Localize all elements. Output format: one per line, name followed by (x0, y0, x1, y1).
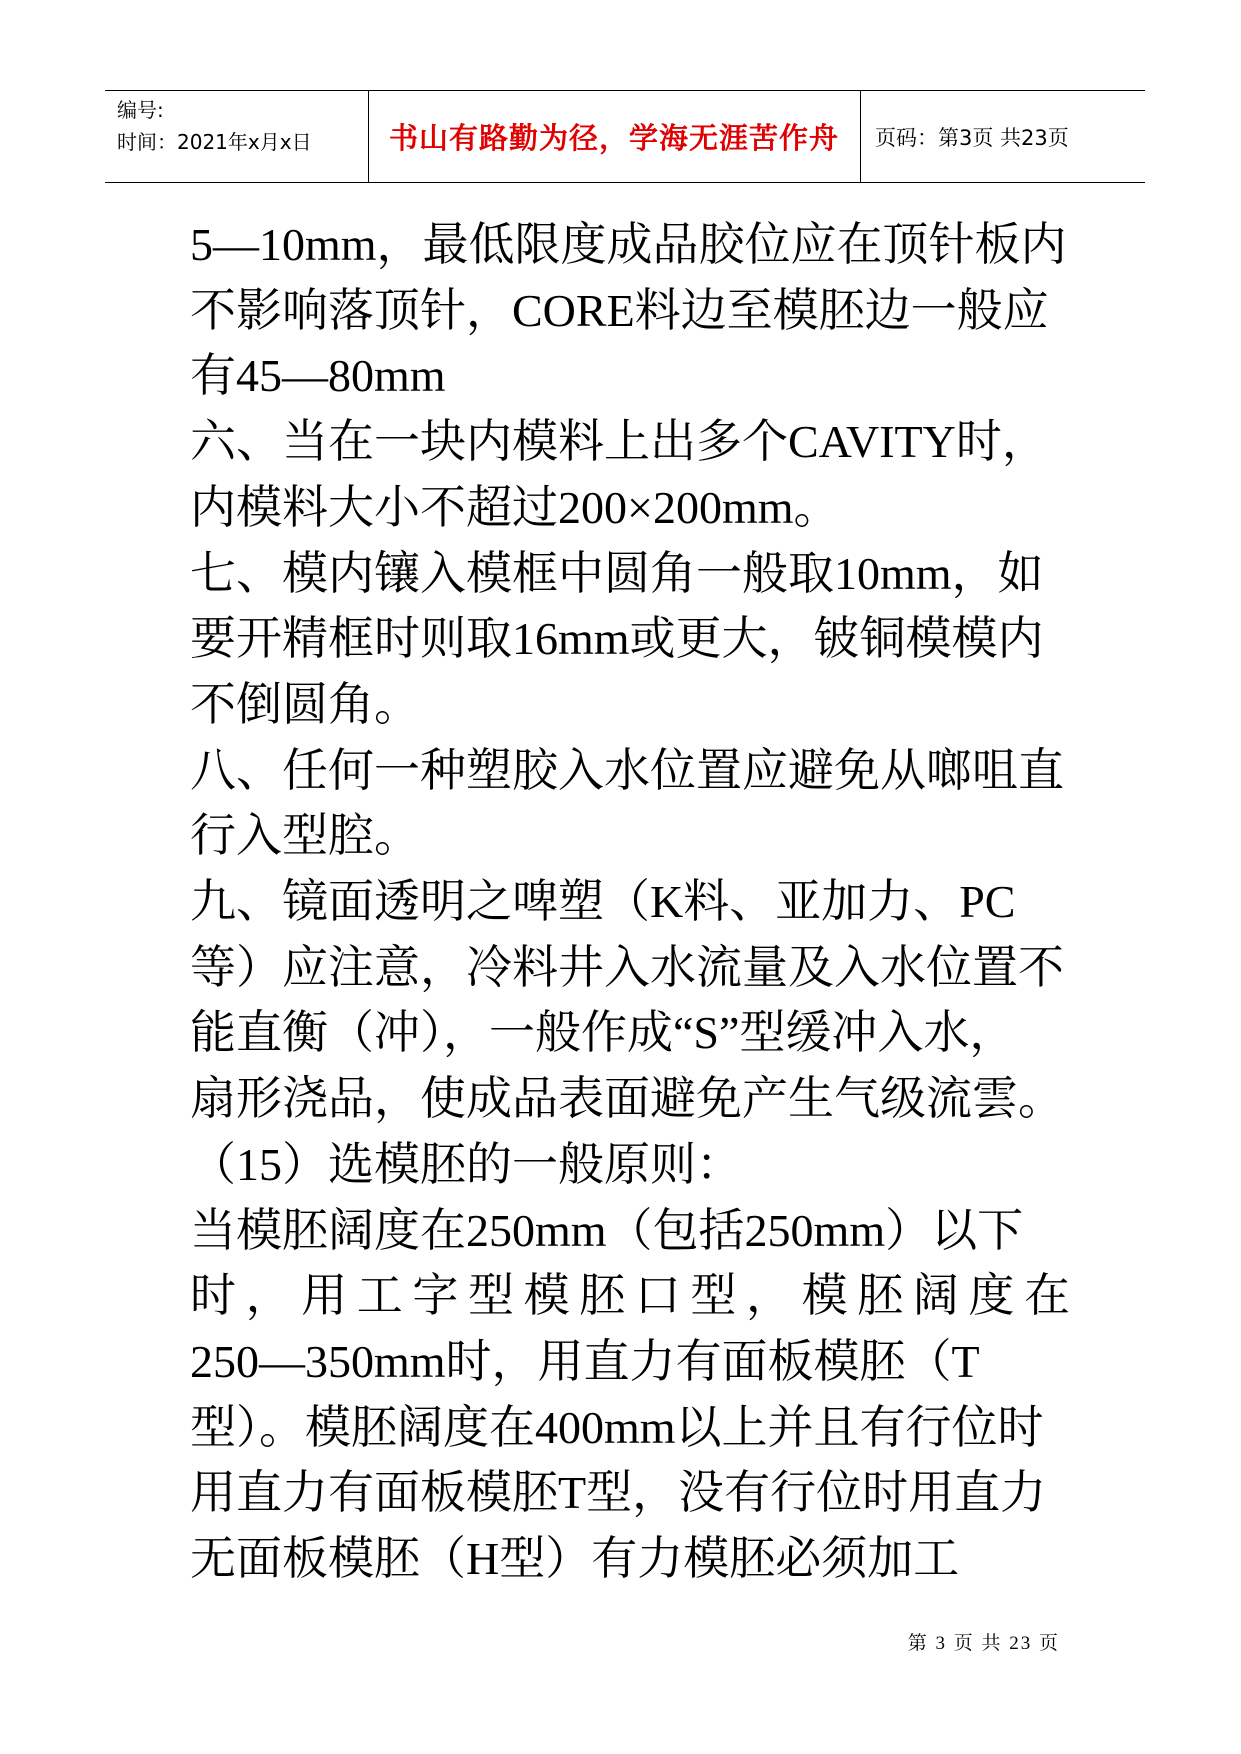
header-page-code: 页码：第3页 共23页 (875, 126, 1069, 150)
text-line: 等）应注意，冷料井入水流量及入水位置不 (190, 941, 1064, 993)
header-top-rule (105, 90, 1145, 91)
text-line: 型）。模胚阔度在400mm以上并且有行位时 (190, 1401, 1044, 1453)
text-line: 有45—80mm (190, 350, 446, 402)
text-line: 能直衡（冲），一般作成“S”型缓冲入水， (190, 1007, 1016, 1059)
text-line: 5—10mm，最低限度成品胶位应在顶针板内 (190, 219, 1067, 270)
text-line: 无面板模胚（H型）有力模胚必须加工 (190, 1533, 960, 1585)
text-line: 用直力有面板模胚T型，没有行位时用直力 (190, 1467, 1047, 1519)
text-line: 内模料大小不超过200×200mm。 (190, 481, 840, 533)
document-number-label: 编号: (117, 98, 164, 122)
document-time-label: 时间：2021年x月x日 (117, 130, 312, 154)
document-body (190, 212, 1070, 1592)
text-line: 扇形浇品，使成品表面避免产生气级流雲。 (190, 1073, 1064, 1125)
header-bottom-rule (105, 182, 1145, 183)
text-line: 当模胚阔度在250mm（包括250mm）以下 (190, 1204, 1024, 1256)
header-meta (117, 94, 312, 158)
header-divider (860, 90, 861, 182)
text-line: 要开精框时则取16mm或更大，铍铜模模内 (190, 613, 1044, 665)
header-motto: 书山有路勤为径，学海无涯苦作舟 (388, 121, 839, 155)
text-line: 250—350mm时，用直力有面板模胚（T (190, 1335, 980, 1387)
page-footer: 第 3 页 共 23 页 (907, 1633, 1060, 1654)
text-line: 行入型腔。 (190, 810, 420, 862)
text-line: 七、模内镶入模框中圆角一般取10mm，如 (190, 547, 1044, 599)
text-line: 八、任何一种塑胶入水位置应避免从啷咀直 (190, 744, 1064, 796)
text-line: 九、镜面透明之啤塑（K料、亚加力、PC (190, 876, 1016, 928)
text-line: 不影响落顶针，CORE料边至模胚边一般应 (190, 284, 1049, 336)
text-line: （15）选模胚的一般原则： (190, 1138, 742, 1190)
page-header (105, 90, 1145, 182)
text-line: 时，用工字型模胚口型，模胚阔度在 (190, 1270, 1070, 1322)
text-line: 不倒圆角。 (190, 678, 420, 730)
text-line: 六、当在一块内模料上出多个CAVITY时， (190, 416, 1048, 468)
